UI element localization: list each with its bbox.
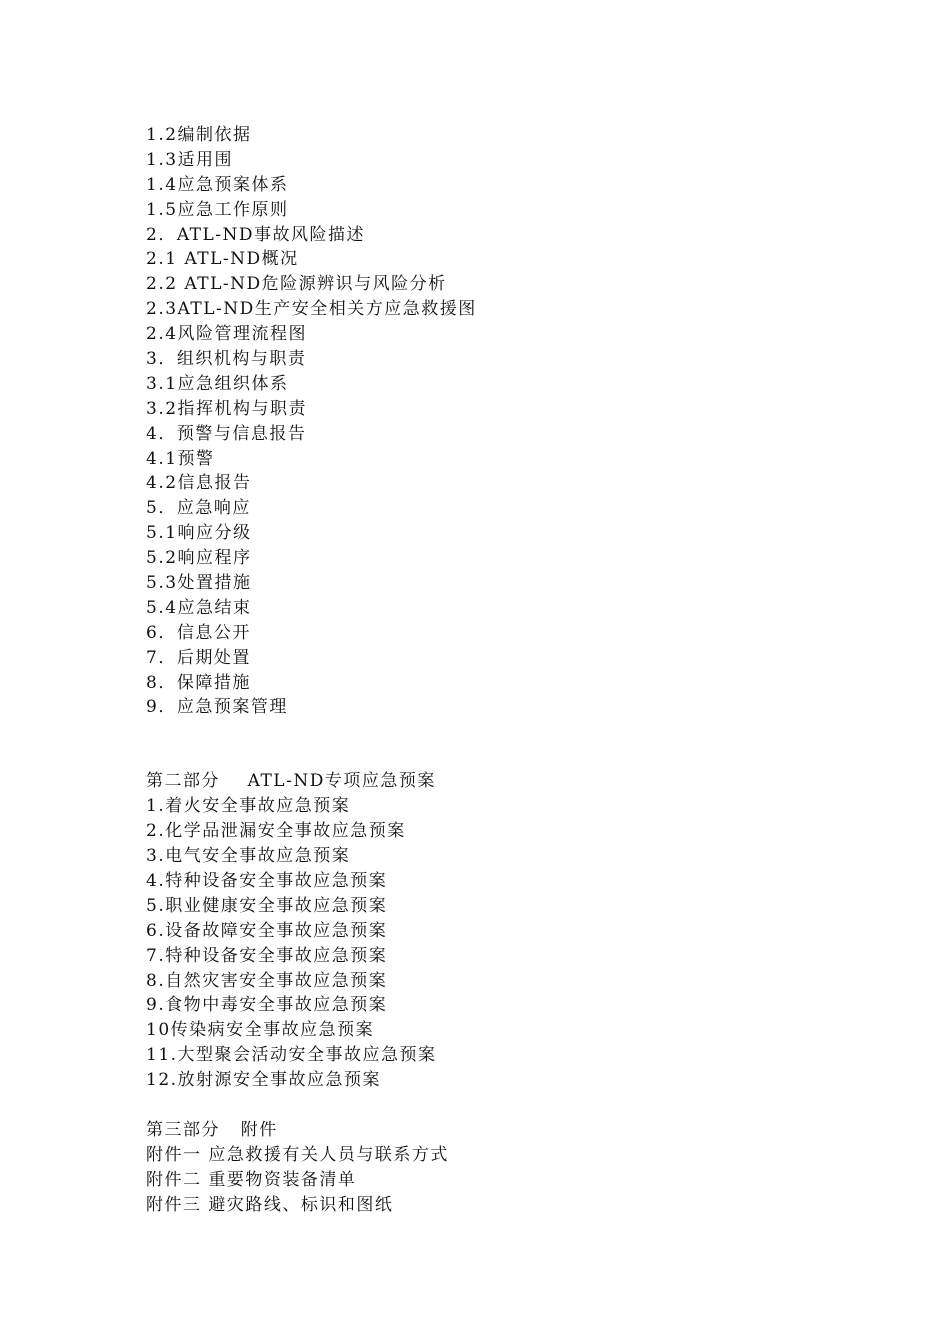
toc-item: 6．信息公开 [146,622,251,643]
toc-item: 7.特种设备安全事故应急预案 [146,945,388,966]
toc-item: 附件二 重要物资装备清单 [146,1169,357,1190]
toc-item: 5．应急响应 [146,498,251,519]
toc-item: 1.4应急预案体系 [146,174,289,195]
toc-item: 2.化学品泄漏安全事故应急预案 [146,821,406,842]
toc-item: 11.大型聚会活动安全事故应急预案 [146,1045,437,1066]
toc-item: 5.2响应程序 [146,548,252,569]
toc-item: 9.食物中毒安全事故应急预案 [146,995,388,1016]
toc-item: 3.电气安全事故应急预案 [146,846,351,867]
toc-item: 12.放射源安全事故应急预案 [146,1070,382,1091]
toc-item: 8.自然灾害安全事故应急预案 [146,970,388,991]
part2-heading: 第二部分 ATL-ND专项应急预案 [146,771,436,792]
part2-section [146,769,906,1093]
section-spacer [146,1093,906,1118]
part3-heading: 第三部分 附件 [146,1119,278,1140]
toc-item: 5.1响应分级 [146,523,252,544]
toc-item: 1.2编制依据 [146,125,252,145]
toc-item: 4.特种设备安全事故应急预案 [146,870,388,891]
toc-item: 5.职业健康安全事故应急预案 [146,895,388,916]
toc-item: 2.1 ATL-ND概况 [146,249,299,270]
document-page [146,123,906,1218]
toc-item: 5.4应急结束 [146,597,252,618]
toc-item: 10传染病安全事故应急预案 [146,1020,375,1041]
toc-item: 2.4风险管理流程图 [146,324,308,345]
toc-item: 1.3适用围 [146,149,234,170]
toc-item: 1.5应急工作原则 [146,199,289,220]
toc-item: 3．组织机构与职责 [146,349,307,370]
toc-item: 4．预警与信息报告 [146,423,307,444]
toc-item: 2.3ATL-ND生产安全相关方应急救援图 [146,299,477,320]
toc-item: 5.3处置措施 [146,573,252,594]
part3-section [146,1118,906,1218]
toc-item: 2．ATL-ND事故风险描述 [146,224,366,245]
toc-item: 附件一 应急救援有关人员与联系方式 [146,1144,449,1165]
toc-item: 附件三 避灾路线、标识和图纸 [146,1194,394,1215]
toc-item: 1.着火安全事故应急预案 [146,796,351,817]
section-spacer [146,720,906,769]
toc-item: 7．后期处置 [146,647,251,668]
toc-item: 2.2 ATL-ND危险源辨识与风险分析 [146,274,447,295]
toc-item: 9．应急预案管理 [146,697,288,718]
part1-toc-list [146,123,906,720]
toc-item: 6.设备故障安全事故应急预案 [146,920,388,941]
toc-item: 4.1预警 [146,448,215,469]
toc-item: 8．保障措施 [146,672,251,693]
toc-item: 3.1应急组织体系 [146,373,289,394]
toc-item: 3.2指挥机构与职责 [146,398,308,419]
toc-item: 4.2信息报告 [146,473,252,494]
